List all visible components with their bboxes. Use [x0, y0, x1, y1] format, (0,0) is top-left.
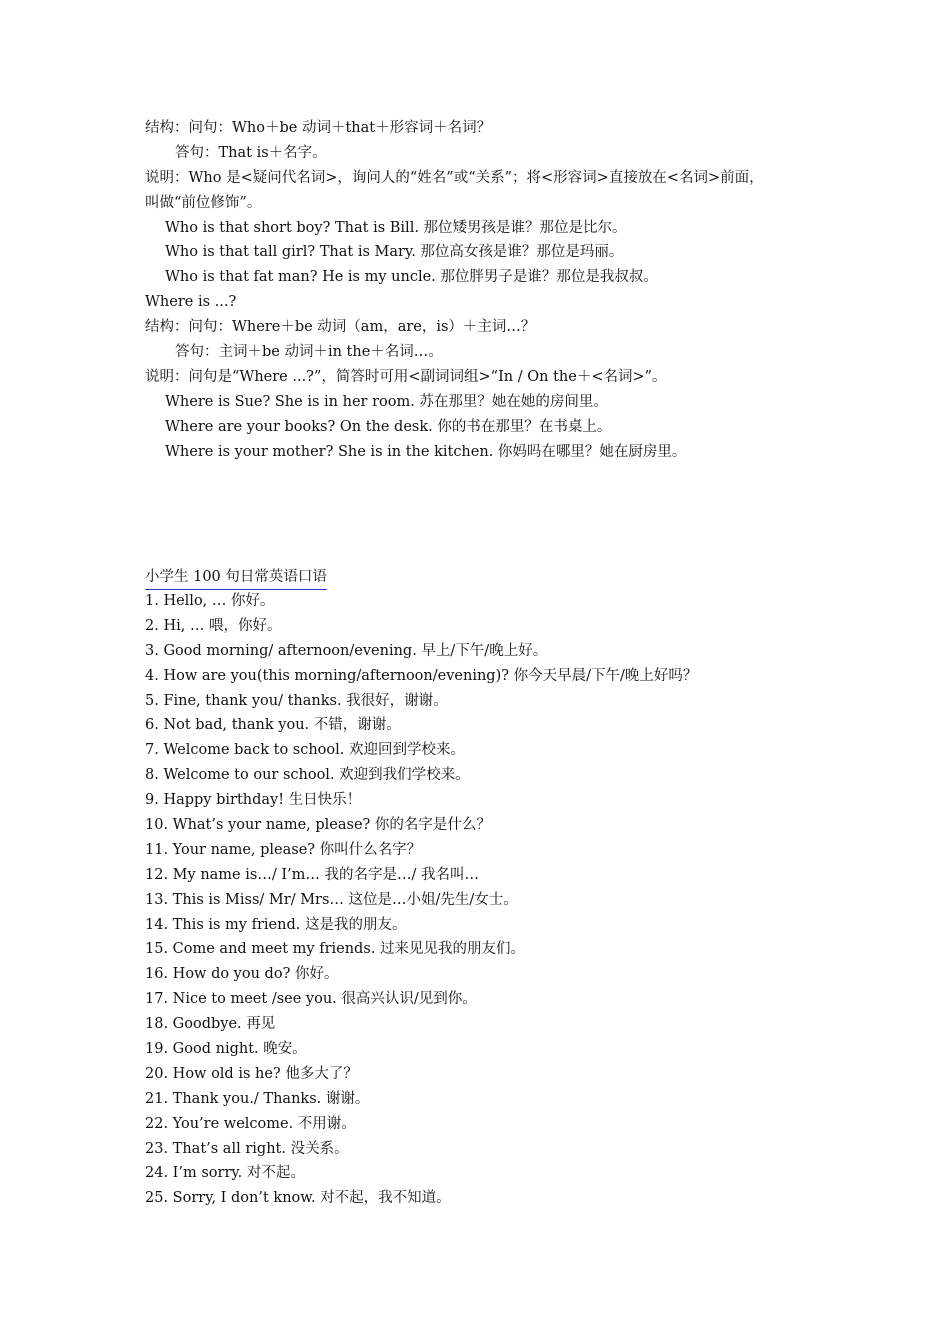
phrases-heading-container [145, 565, 825, 590]
phrase-item: 15. Come and meet my friends. 过来见见我的朋友们。 [145, 941, 526, 958]
phrase-item: 13. This is Miss/ Mr/ Mrs… 这位是…小姐/先生/女士。 [145, 891, 518, 908]
grammar-section [145, 116, 825, 464]
phrase-item: 12. My name is…/ I’m… 我的名字是…/ 我名叫… [145, 866, 480, 883]
phrase-item: 3. Good morning/ afternoon/evening. 早上/下午/晚上好。 [145, 642, 548, 659]
phrase-item: 23. That’s all right. 没关系。 [145, 1140, 349, 1157]
phrase-item: 25. Sorry, I don’t know. 对不起，我不知道。 [145, 1190, 451, 1207]
phrase-item: 11. Your name, please? 你叫什么名字？ [145, 841, 422, 858]
phrase-item: 7. Welcome back to school. 欢迎回到学校来。 [145, 742, 465, 759]
phrase-item: 1. Hello, … 你好。 [145, 593, 275, 609]
grammar-line: 答句：That is＋名字。 [175, 144, 327, 161]
phrase-item: 4. How are you(this morning/afternoon/evening)? 你今天早晨/下午/晚上好吗？ [145, 667, 698, 684]
grammar-line: 说明：Who 是<疑问代名词>，询问人的“姓名”或“关系”；将<形容词>直接放在<名词>前面， [145, 169, 764, 186]
phrase-item: 21. Thank you./ Thanks. 谢谢。 [145, 1090, 370, 1107]
phrase-item: 10. What’s your name, please? 你的名字是什么？ [145, 817, 491, 834]
example-sentence: Where is Sue? She is in her room. 苏在那里？她在她的房间里。 [165, 393, 608, 410]
phrase-item: 5. Fine, thank you/ thanks. 我很好，谢谢。 [145, 692, 448, 709]
phrase-item: 14. This is my friend. 这是我的朋友。 [145, 916, 407, 933]
example-sentence: Who is that fat man? He is my uncle. 那位胖男子是谁？那位是我叔叔。 [165, 269, 658, 286]
phrases-list [145, 589, 825, 1211]
grammar-line: 结构：问句：Who＋be 动词＋that＋形容词＋名词？ [145, 120, 492, 136]
phrase-item: 9. Happy birthday! 生日快乐！ [145, 792, 362, 809]
phrase-item: 20. How old is he? 他多大了？ [145, 1065, 358, 1082]
phrase-item: 18. Goodbye. 再见 [145, 1016, 276, 1033]
phrase-item: 16. How do you do? 你好。 [145, 966, 339, 983]
phrase-item: 8. Welcome to our school. 欢迎到我们学校来。 [145, 767, 470, 784]
example-sentence: Where are your books? On the desk. 你的书在那里？在书桌上。 [165, 418, 612, 435]
example-sentence: Who is that short boy? That is Bill. 那位矮男孩是谁？那位是比尔。 [165, 219, 627, 236]
phrase-item: 19. Good night. 晚安。 [145, 1041, 307, 1058]
grammar-line: 结构：问句：Where＋be 动词（am，are，is）＋主词…？ [145, 319, 536, 336]
phrase-item: 2. Hi, … 喂，你好。 [145, 617, 282, 634]
phrase-item: 24. I’m sorry. 对不起。 [145, 1165, 305, 1182]
example-sentence: Where is your mother? She is in the kitchen. 你妈吗在哪里？她在厨房里。 [165, 443, 687, 460]
phrase-item: 17. Nice to meet /see you. 很高兴认识/见到你。 [145, 991, 477, 1008]
grammar-line: 说明：问句是“Where ...?”，简答时可用<副词词组>“In / On the＋<名词>”。 [145, 368, 667, 385]
phrase-item: 22. You’re welcome. 不用谢。 [145, 1115, 356, 1132]
grammar-subtitle: Where is ...? [145, 294, 237, 311]
grammar-line: 叫做“前位修饰”。 [145, 194, 262, 211]
phrase-item: 6. Not bad, thank you. 不错，谢谢。 [145, 717, 401, 734]
example-sentence: Who is that tall girl? That is Mary. 那位高女孩是谁？那位是玛丽。 [165, 244, 624, 261]
grammar-line: 答句：主词＋be 动词＋in the＋名词…。 [175, 344, 443, 361]
phrases-heading: 小学生 100 句日常英语口语 [145, 565, 327, 590]
